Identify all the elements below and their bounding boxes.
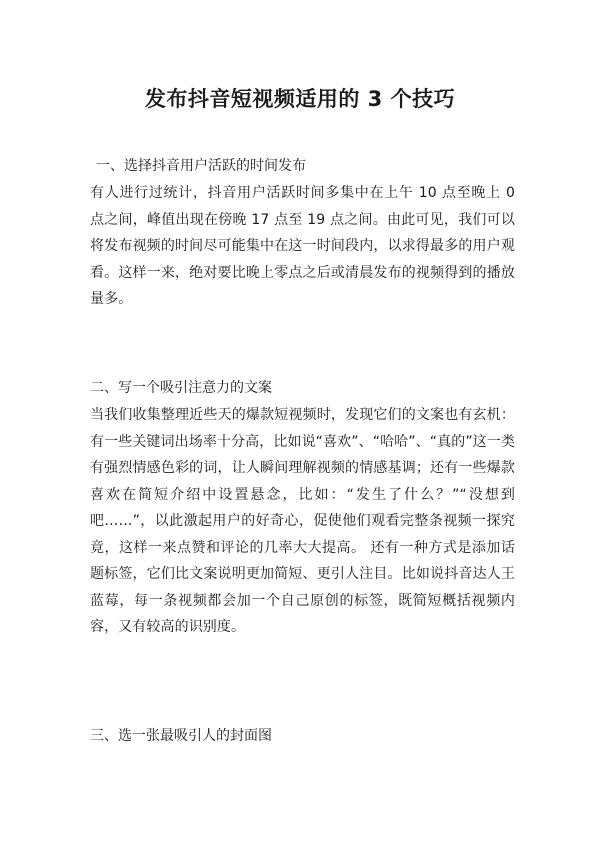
section-2 [90,374,515,641]
section-1-body: 有人进行过统计，抖音用户活跃时间多集中在上午 10 点至晚上 0 点之间，峰值出现在傍晚 17 点至 19 点之间。由此可见，我们可以将发布视频的时间尽可能集中在这一时间段内，以求得最多的用户观看。这样一来，绝对要比晚上零点之后或清晨发布的视频得到的播放量多。 [90,185,515,307]
document-title: 发布抖音短视频适用的 3 个技巧 [144,87,456,111]
section-1 [90,152,515,313]
section-1-heading: 一、选择抖音用户活跃的时间发布 [96,158,306,174]
section-3-heading: 三、选一张最吸引人的封面图 [90,728,272,744]
section-2-body: 当我们收集整理近些天的爆款短视频时，发现它们的文案也有玄机：有一些关键词出场率十分高，比如说“喜欢”、“哈哈”、“真的”这一类有强烈情感色彩的词，让人瞬间理解视频的情感基调；还有一些爆款喜欢在简短介绍中设置悬念，比如：“发生了什么？”“没想到吧……”，以此激起用户的好奇心，促使他们观看完整条视频一探究竟，这样一来点赞和评论的几率大大提高。 还有一种方式是添加话题标签，它们比文案说明更加简短、更引人注目。比如说抖音达人王蓝莓，每一条视频都会加一个自己原创的标签，既简短概括视频内容，又有较高的识别度。 [90,407,515,635]
section-3 [90,722,515,750]
section-2-heading: 二、写一个吸引注意力的文案 [90,380,272,396]
